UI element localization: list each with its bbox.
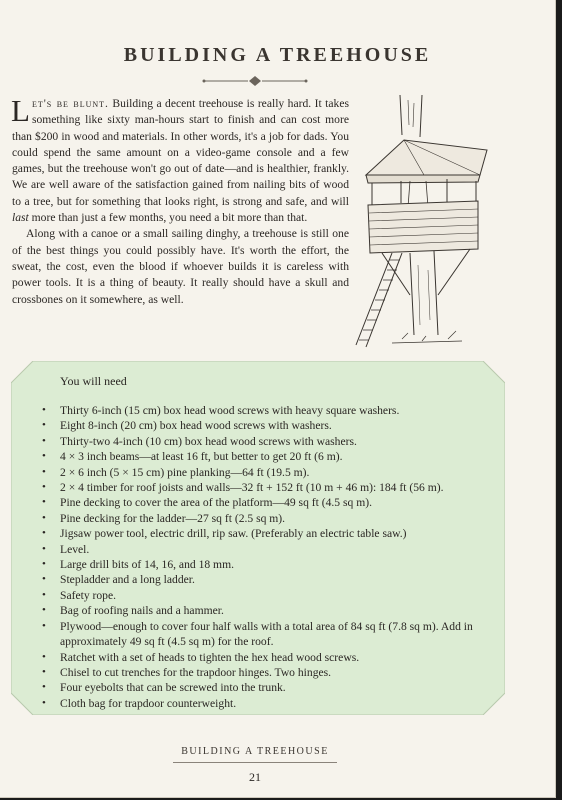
intro-p1-emphasis: last xyxy=(12,211,29,225)
treehouse-illustration xyxy=(352,95,502,350)
supplies-list xyxy=(39,403,497,711)
intro-p1-text: Building a decent treehouse is really hard. It takes something like sixty man-hours start to finish and can cost more than $200 in wood and materials. In other words, it's a job for dads. You could spend the same amount on a video-game console and a few games, but the treehouse won't go out of date—and is healthier, frankly. We are well aware of the satisfaction gained from nailing bits of wood to a tree, but for something that looks right, is strong and safe, and will xyxy=(12,97,349,208)
list-item: • Cloth bag for trapdoor counterweight. xyxy=(39,696,497,711)
list-item: • Large drill bits of 14, 16, and 18 mm. xyxy=(39,557,497,572)
list-item: • Pine decking to cover the area of the platform—49 sq ft (4.5 sq m). xyxy=(39,495,497,510)
intro-p1-end: more than just a few months, you need a bit more than that. xyxy=(28,211,308,225)
lead-in: et's be blunt. xyxy=(31,97,109,110)
list-item: • Jigsaw power tool, electric drill, rip saw. (Preferably an electric table saw.) xyxy=(39,526,497,541)
list-item: • Pine decking for the ladder—27 sq ft (2.5 sq m). xyxy=(39,511,497,526)
list-item: • 2 × 4 timber for roof joists and walls—32 ft + 152 ft (10 m + 46 m): 184 ft (56 m). xyxy=(39,480,497,495)
list-item: • Four eyebolts that can be screwed into the trunk. xyxy=(39,680,497,695)
supplies-heading: You will need xyxy=(60,374,127,388)
list-item: • Thirty-two 4-inch (10 cm) box head wood screws with washers. xyxy=(39,434,497,449)
list-item: • Safety rope. xyxy=(39,588,497,603)
footer-divider xyxy=(173,762,337,763)
intro-paragraph-1 xyxy=(11,93,349,226)
list-item: • 4 × 3 inch beams—at least 16 ft, but better to get 20 ft (6 m). xyxy=(39,449,497,464)
list-item: • Level. xyxy=(39,542,497,557)
list-item: • Ratchet with a set of heads to tighten the hex head wood screws. xyxy=(39,650,497,665)
list-item: • Stepladder and a long ladder. xyxy=(39,572,497,587)
supplies-box xyxy=(11,361,505,715)
title-ornament xyxy=(200,75,310,87)
list-item: • Thirty 6-inch (15 cm) box head wood screws with heavy square washers. xyxy=(39,403,497,418)
list-item: • Plywood—enough to cover four half walls with a total area of 84 sq ft (7.8 sq m). Add in approximately 49 sq ft (4.5 sq m) for the roof. xyxy=(39,619,497,650)
drop-cap: L xyxy=(11,93,30,128)
running-footer-title: BUILDING A TREEHOUSE xyxy=(181,746,329,757)
list-item: • 2 × 6 inch (5 × 15 cm) pine planking—64 ft (19.5 m). xyxy=(39,465,497,480)
page-number: 21 xyxy=(249,770,261,784)
page-title: BUILDING A TREEHOUSE xyxy=(123,44,432,66)
list-item: • Chisel to cut trenches for the trapdoor hinges. Two hinges. xyxy=(39,665,497,680)
intro-text xyxy=(11,93,349,308)
list-item: • Eight 8-inch (20 cm) box head wood screws with washers. xyxy=(39,418,497,433)
list-item: • Bag of roofing nails and a hammer. xyxy=(39,603,497,618)
intro-paragraph-2: Along with a canoe or a small sailing dinghy, a treehouse is still one of the best things you could possibly have. It's worth the effort, the sweat, the cost, even the blood if whoever builds it is careless with power tools. It is a thing of beauty. It really should have a skull and crossbones on it somewhere, as well. xyxy=(12,227,349,306)
